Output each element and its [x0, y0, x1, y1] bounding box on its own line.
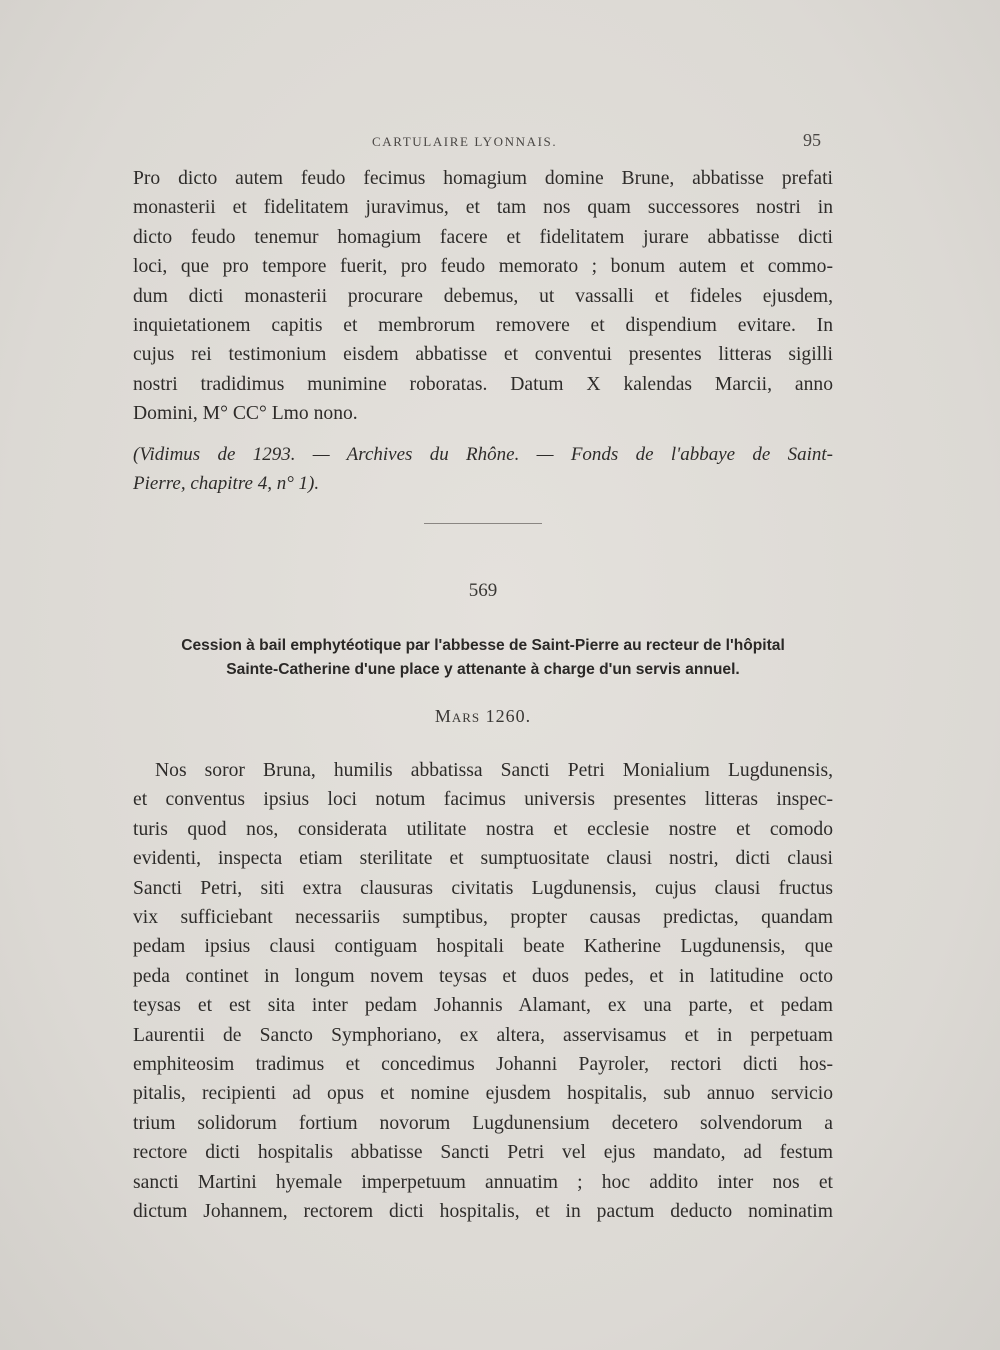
- text-line: pitalis, recipienti ad opus et nomine ejusdem hospitalis, sub annuo servicio: [133, 1083, 833, 1105]
- text-line: Pro dicto autem feudo fecimus homagium domine Brune, abbatisse prefati: [133, 168, 833, 189]
- citation-line: Pierre, chapitre 4, n° 1).: [133, 473, 320, 494]
- text-line: dicto feudo tenemur homagium facere et fidelitatem jurare abbatisse dicti: [133, 226, 833, 248]
- text-line: sancti Martini hyemale imperpetuum annuatim ; hoc addito inter nos et: [133, 1171, 833, 1193]
- citation-line: (Vidimus de 1293. — Archives du Rhône. — Fonds de l'abbaye de Saint-: [133, 444, 833, 465]
- text-line: evidenti, inspecta etiam sterilitate et sumptuositate clausi nostri, dicti clausi: [133, 848, 833, 870]
- text-line: loci, que pro tempore fuerit, pro feudo memorato ; bonum autem et commo-: [133, 256, 833, 278]
- text-line: et conventus ipsius loci notum facimus universis presentes litteras inspec-: [133, 789, 833, 811]
- text-line: dum dicti monasterii procurare debemus, ut vassalli et fideles ejusdem,: [133, 285, 833, 307]
- summary-line: Cession à bail emphytéotique par l'abbesse de Saint-Pierre au recteur de l'hôpital: [181, 637, 785, 654]
- document-number: 569: [468, 580, 498, 601]
- text-line: dictum Johannem, rectorem dicti hospitalis, et in pactum deducto nominatim: [133, 1201, 833, 1223]
- text-line: cujus rei testimonium eisdem abbatisse et conventui presentes litteras sigilli: [133, 344, 833, 366]
- text-line: Sancti Petri, siti extra clausuras civitatis Lugdunensis, cujus clausi fructus: [133, 877, 833, 899]
- document-body: [133, 756, 833, 1227]
- text-line: inquietationem capitis et membrorum removere et dispendium evitare. In: [133, 315, 833, 337]
- text-line: nostri tradidimus munimine roboratas. Datum X kalendas Marcii, anno: [133, 373, 833, 395]
- page-number: 95: [803, 130, 821, 150]
- text-line: monasterii et fidelitatem juravimus, et tam nos quam successores nostri in: [133, 197, 833, 219]
- text-line: Nos soror Bruna, humilis abbatissa Sancti Petri Monialium Lugdunensis,: [155, 760, 833, 781]
- source-citation: [133, 440, 833, 498]
- text-line: Domini, M° CC° Lmo nono.: [133, 403, 358, 425]
- summary-line: Sainte-Catherine d'une place y attenante à charge d'un servis annuel.: [226, 661, 740, 678]
- text-line: rectore dicti hospitalis abbatisse Sancti Petri vel ejus mandato, ad festum: [133, 1142, 833, 1164]
- document-date: Mars 1260.: [434, 706, 532, 726]
- text-line: Laurentii de Sancto Symphoriano, ex altera, asservisamus et in perpetuam: [133, 1024, 833, 1046]
- text-line: peda continet in longum novem teysas et duos pedes, et in latitudine octo: [133, 965, 833, 987]
- text-line: vix sufficiebant necessariis sumptibus, propter causas predictas, quandam: [133, 907, 833, 929]
- section-divider: [424, 523, 542, 524]
- text-line: trium solidorum fortium novorum Lugdunensium decetero solvendorum a: [133, 1112, 833, 1134]
- running-title: CARTULAIRE LYONNAIS.: [372, 134, 558, 149]
- text-line: teysas et est sita inter pedam Johannis Alamant, ex una parte, et pedam: [133, 995, 833, 1017]
- continuation-paragraph: [133, 164, 833, 429]
- text-line: emphiteosim tradimus et concedimus Johanni Payroler, rectori dicti hos-: [133, 1054, 833, 1076]
- text-line: pedam ipsius clausi contiguam hospitali beate Katherine Lugdunensis, que: [133, 936, 833, 958]
- text-line: turis quod nos, considerata utilitate nostra et ecclesie nostre et comodo: [133, 818, 833, 840]
- document-summary: [133, 634, 833, 682]
